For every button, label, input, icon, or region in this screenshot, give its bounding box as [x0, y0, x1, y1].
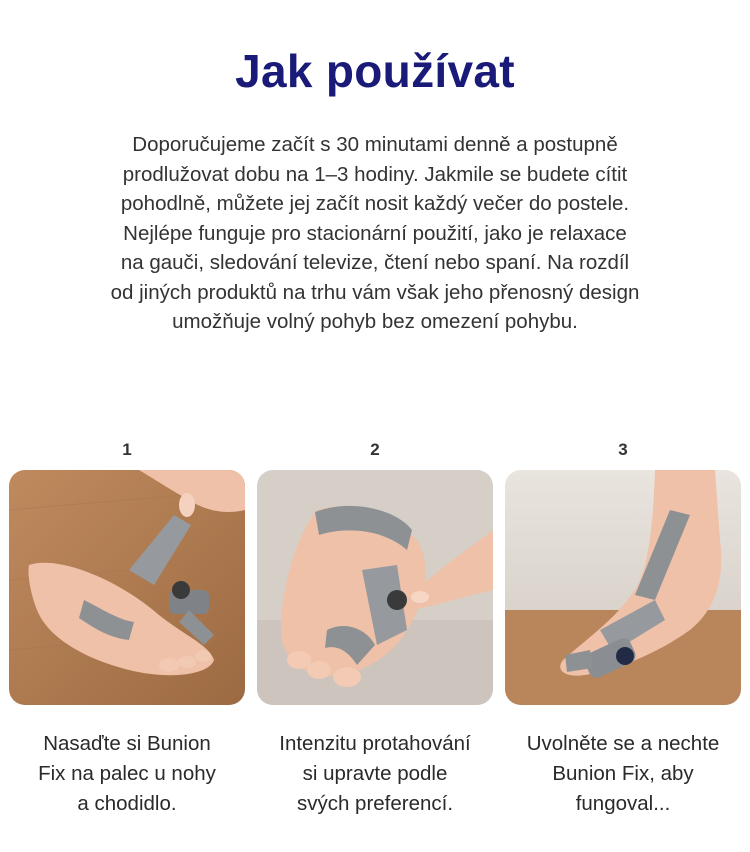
- step-1: [9, 438, 245, 819]
- caption-line: fungoval...: [575, 792, 671, 815]
- caption-line: Uvolněte se a nechte: [526, 732, 720, 755]
- caption-line: Bunion Fix, aby: [552, 762, 694, 785]
- intro-line: Doporučujeme začít s 30 minutami denně a postupně: [132, 133, 618, 156]
- intro-line: od jiných produktů na trhu vám však jeho přenosný design: [110, 280, 640, 304]
- page-title: Jak používat: [235, 45, 515, 97]
- foot-brace-wearing-image: [505, 470, 741, 705]
- step-3-photo: [505, 470, 741, 705]
- step-number: 3: [618, 440, 628, 459]
- intro-line: na gauči, sledování televize, čtení nebo spaní. Na rozdíl: [120, 251, 630, 274]
- caption-line: Intenzitu protahování: [279, 732, 471, 755]
- step-caption: [257, 729, 493, 819]
- intro-line: umožňuje volný pohyb bez omezení pohybu.: [172, 310, 578, 333]
- caption-line: Nasaďte si Bunion: [43, 732, 211, 755]
- step-caption: [505, 729, 741, 819]
- caption-line: Fix na palec u nohy: [38, 762, 216, 785]
- intro-paragraph: [50, 130, 700, 337]
- step-2: [257, 438, 493, 819]
- caption-line: a chodidlo.: [77, 792, 177, 815]
- caption-line: svých preferencí.: [296, 792, 454, 815]
- step-number: 2: [370, 440, 380, 459]
- step-2-photo: [257, 470, 493, 705]
- foot-brace-fitting-image: [9, 470, 245, 705]
- intro-line: prodlužovat dobu na 1–3 hodiny. Jakmile se budete cítit: [122, 162, 628, 186]
- foot-brace-adjusting-image: [257, 470, 493, 705]
- intro-line: Nejlépe funguje pro stacionární použití, jako je relaxace: [123, 221, 627, 245]
- step-3: [505, 438, 741, 819]
- step-1-photo: [9, 470, 245, 705]
- caption-line: si upravte podle: [302, 762, 448, 785]
- intro-line: pohodlně, můžete jej začít nosit každý večer do postele.: [120, 192, 630, 215]
- step-caption: [9, 729, 245, 819]
- step-number: 1: [122, 440, 132, 459]
